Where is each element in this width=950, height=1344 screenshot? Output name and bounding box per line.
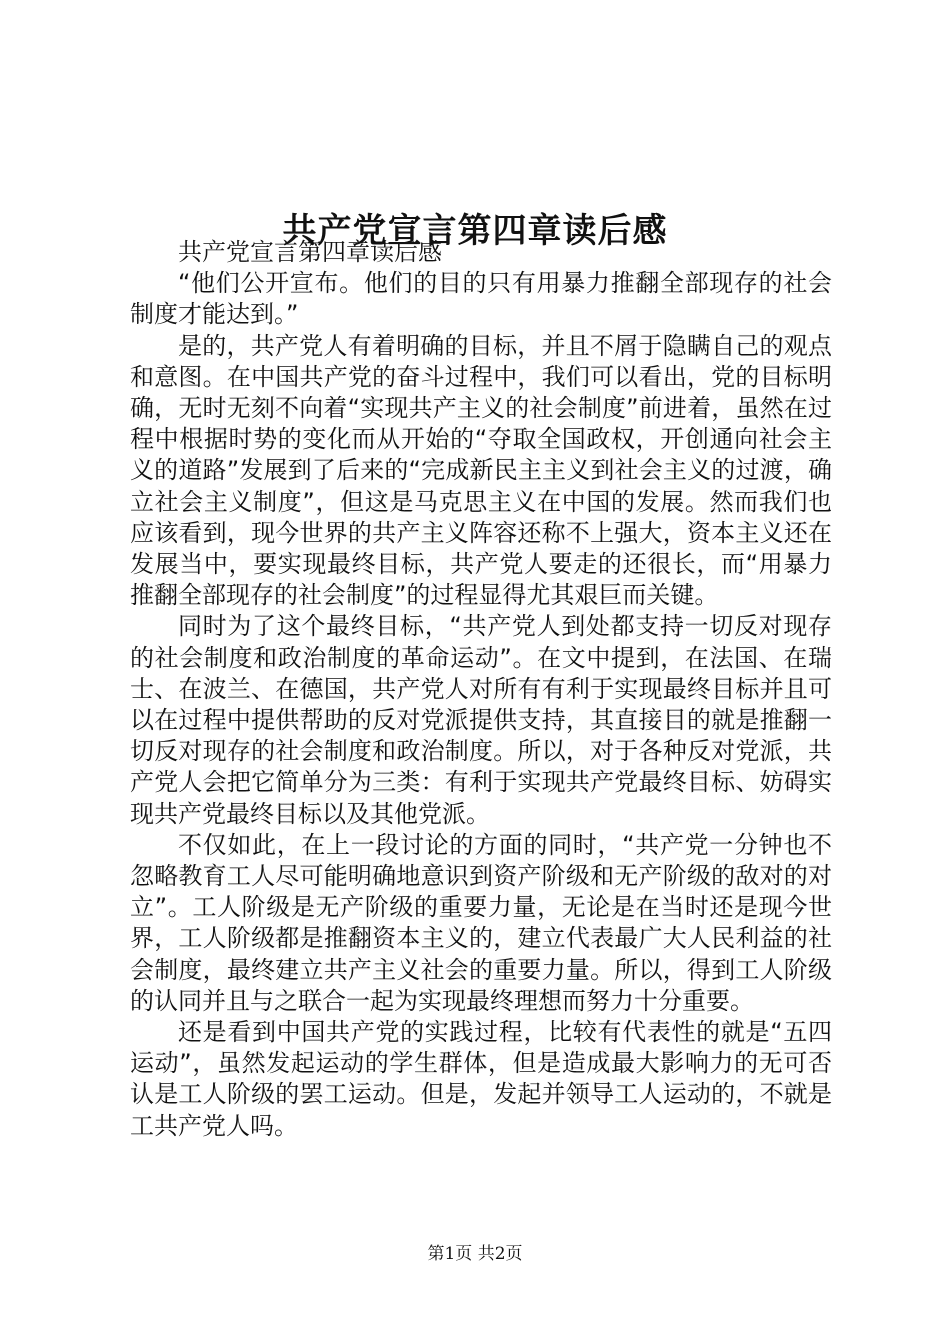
paragraph-support: 同时为了这个最终目标，“共产党人到处都支持一切反对现存的社会制度和政治制度的革命运动”。在文中提到，在法国、在瑞士、在波兰、在德国，共产党人对所有有利于实现最终目标并且可以在过程中提供帮助的反对党派提供支持，其直接目的就是推翻一切反对现存的社会制度和政治制度。所以，对于各种反对党派，共产党人会把它简单分为三类：有利于实现共产党最终目标、妨碍实现共产党最终目标以及其他党派。 <box>130 612 832 828</box>
document-title: 共产党宣言第四章读后感 <box>282 210 668 251</box>
paragraph-heading: 共产党宣言第四章读后感 <box>178 238 442 266</box>
paragraph-goal: 是的，共产党人有着明确的目标，并且不屑于隐瞒自己的观点和意图。在中国共产党的奋斗过程中，我们可以看出，党的目标明确，无时无刻不向着“实现共产主义的社会制度”前进着，虽然在过程中根据时势的变化而从开始的“夺取全国政权，开创通向社会主义的道路”发展到了后来的“完成新民主主义到社会主义的过渡，确立社会主义制度”，但这是马克思主义在中国的发展。然而我们也应该看到，现今世界的共产主义阵容还称不上强大，资本主义还在发展当中，要实现最终目标，共产党人要走的还很长，而“用暴力推翻全部现存的社会制度”的过程显得尤其艰巨而关键。 <box>130 331 832 610</box>
page-footer: 第1页 共2页 <box>427 1244 523 1264</box>
paragraph-workers: 不仅如此，在上一段讨论的方面的同时，“共产党一分钟也不忽略教育工人尽可能明确地意识到资产阶级和无产阶级的敌对的对立”。工人阶级是无产阶级的重要力量，无论是在当时还是现今世界，工人阶级都是推翻资本主义的，建立代表最广大人民利益的社会制度，最终建立共产主义社会的重要力量。所以，得到工人阶级的认同并且与之联合一起为实现最终理想而努力十分重要。 <box>130 830 832 1015</box>
paragraph-quote: “他们公开宣布。他们的目的只有用暴力推翻全部现存的社会制度才能达到。” <box>130 269 832 329</box>
paragraph-may-fourth: 还是看到中国共产党的实践过程，比较有代表性的就是“五四运动”，虽然发起运动的学生群体，但是造成最大影响力的无可否认是工人阶级的罢工运动。但是，发起并领导工人运动的，不就是工共产党人吗。 <box>130 1018 832 1140</box>
document-body <box>130 237 832 1142</box>
